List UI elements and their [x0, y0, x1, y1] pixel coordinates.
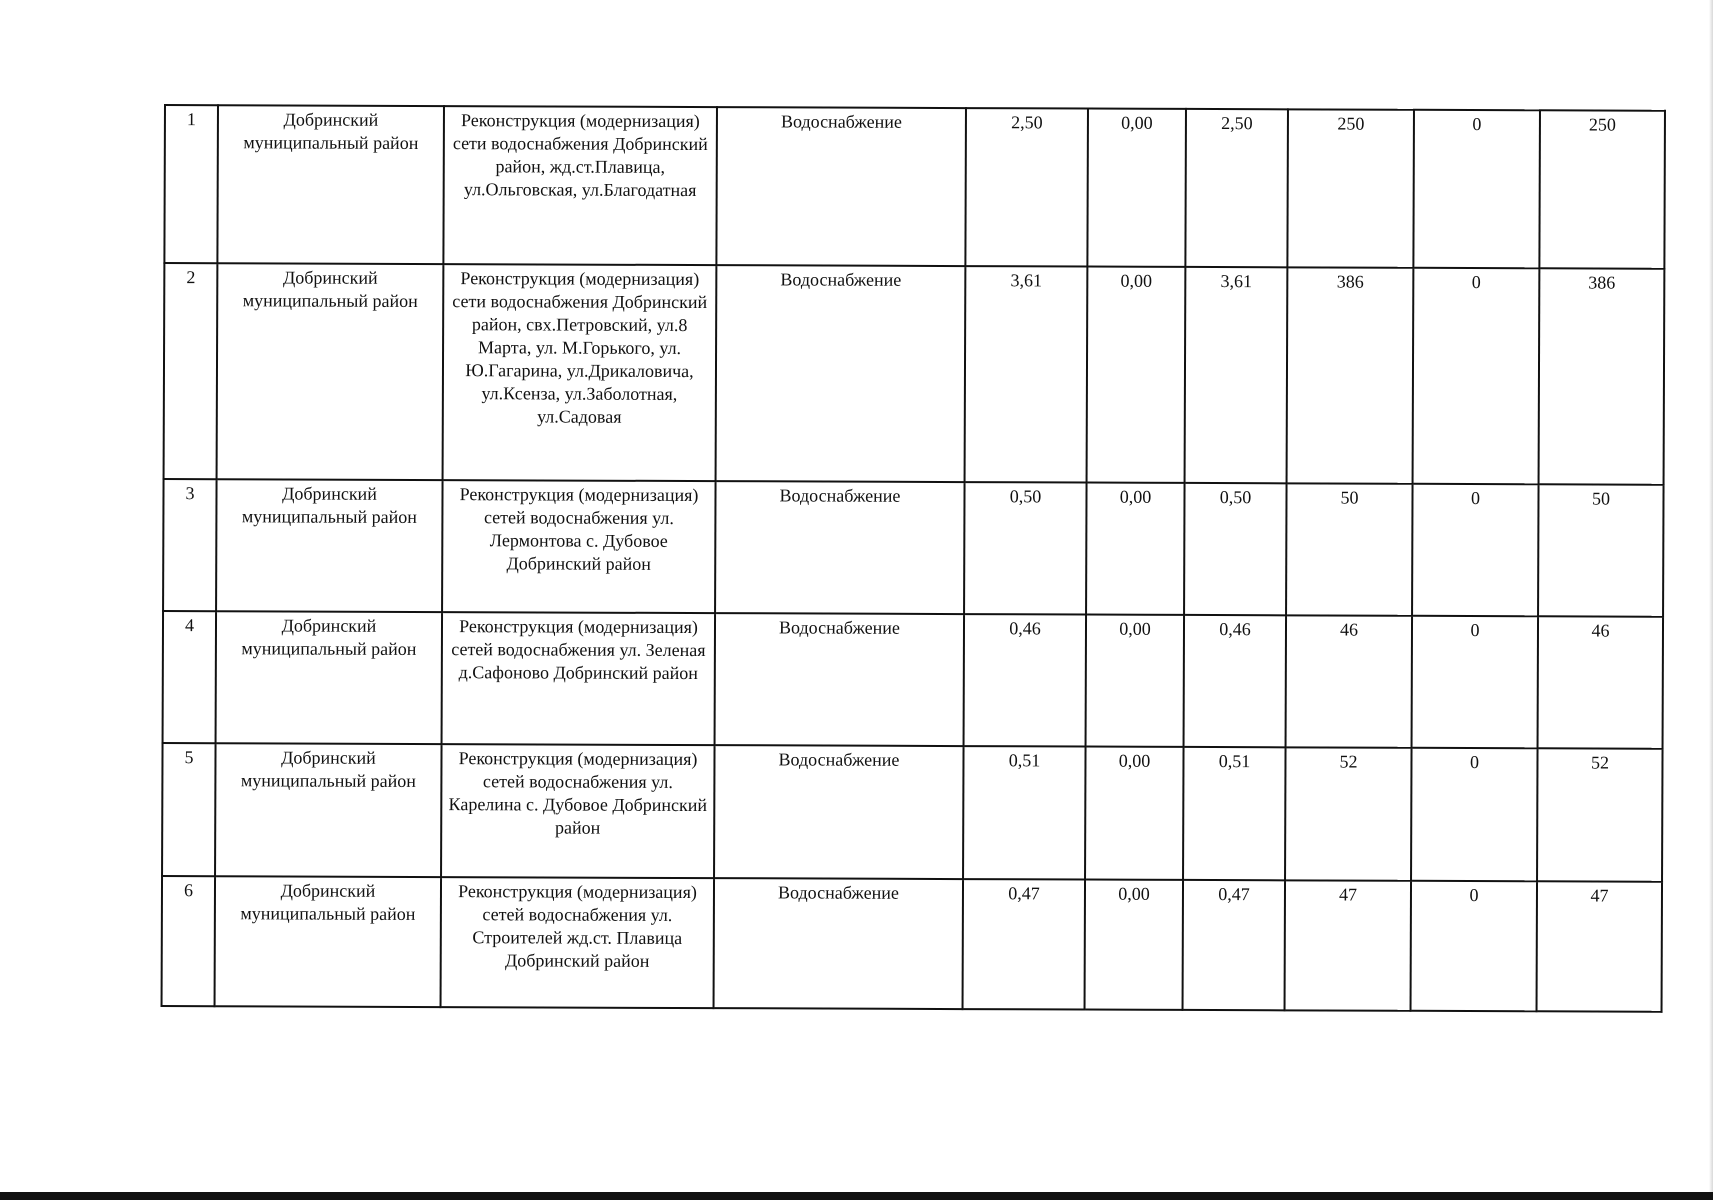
district-cell: Добринский муниципальный район: [215, 876, 441, 1007]
value-cell-6: 46: [1538, 616, 1664, 748]
table-row: [162, 876, 1662, 1012]
table-row: [163, 479, 1663, 617]
value-cell-5: 0: [1411, 748, 1538, 881]
type-cell: Водоснабжение: [715, 613, 965, 746]
value-cell-3: 0,47: [1183, 880, 1285, 1010]
district-cell: Добринский муниципальный район: [216, 479, 443, 612]
value-cell-4: 46: [1286, 615, 1413, 747]
row-number: 2: [164, 263, 218, 479]
row-number: 4: [163, 611, 217, 743]
type-cell: Водоснабжение: [714, 745, 964, 879]
district-cell: Добринский муниципальный район: [215, 743, 442, 877]
row-number: 6: [162, 876, 215, 1006]
value-cell-1: 0,50: [964, 482, 1087, 614]
value-cell-4: 52: [1285, 747, 1412, 880]
scan-bottom-bar: [0, 1192, 1713, 1200]
type-cell: Водоснабжение: [715, 481, 965, 614]
district-cell: Добринский муниципальный район: [217, 105, 444, 264]
value-cell-5: 0: [1413, 110, 1540, 268]
scan-right-edge: [1709, 0, 1713, 1200]
table-row: [162, 743, 1662, 882]
project-cell: Реконструкция (модернизация) сети водоснабжения Добринский район, жд.ст.Плавица, ул.Ольговская, ул.Благодатная: [443, 106, 717, 265]
value-cell-6: 50: [1538, 484, 1664, 616]
value-cell-2: 0,00: [1085, 747, 1184, 880]
value-cell-2: 0,00: [1085, 880, 1183, 1010]
type-cell: Водоснабжение: [716, 265, 966, 482]
value-cell-5: 0: [1412, 616, 1539, 748]
value-cell-6: 386: [1539, 268, 1665, 484]
value-cell-6: 47: [1537, 881, 1662, 1011]
row-number: 1: [164, 105, 218, 263]
type-cell: Водоснабжение: [714, 878, 963, 1009]
value-cell-5: 0: [1412, 484, 1539, 616]
table-row: [163, 611, 1663, 749]
value-cell-2: 0,00: [1087, 267, 1186, 483]
value-cell-1: 0,46: [964, 614, 1087, 746]
value-cell-4: 250: [1287, 109, 1414, 267]
value-cell-3: 3,61: [1185, 267, 1288, 483]
value-cell-1: 0,47: [963, 879, 1085, 1009]
value-cell-5: 0: [1413, 268, 1540, 484]
district-cell: Добринский муниципальный район: [216, 611, 443, 744]
value-cell-6: 52: [1537, 748, 1663, 881]
value-cell-3: 0,51: [1183, 747, 1286, 880]
value-cell-3: 0,46: [1184, 615, 1287, 747]
value-cell-1: 0,51: [963, 746, 1086, 879]
row-number: 5: [162, 743, 216, 876]
value-cell-4: 386: [1287, 267, 1414, 483]
projects-table: [161, 104, 1666, 1013]
value-cell-5: 0: [1411, 881, 1537, 1011]
project-cell: Реконструкция (модернизация) сетей водоснабжения ул. Строителей жд.ст. Плавица Добринский район: [441, 877, 714, 1008]
value-cell-2: 0,00: [1087, 109, 1186, 267]
type-cell: Водоснабжение: [716, 107, 966, 266]
table-row: [164, 105, 1665, 269]
value-cell-1: 2,50: [965, 108, 1088, 266]
value-cell-4: 50: [1286, 483, 1413, 615]
district-cell: Добринский муниципальный район: [217, 263, 444, 480]
value-cell-1: 3,61: [965, 266, 1088, 482]
value-cell-4: 47: [1285, 880, 1411, 1010]
project-cell: Реконструкция (модернизация) сети водоснабжения Добринский район, свх.Петровский, ул.8 Марта, ул. М.Горького, ул. Ю.Гагарина, ул.Дрикаловича, ул.Ксенза, ул.Заболотная, ул.Садовая: [443, 264, 717, 481]
value-cell-2: 0,00: [1086, 483, 1185, 615]
value-cell-3: 0,50: [1184, 483, 1287, 615]
value-cell-2: 0,00: [1086, 615, 1185, 747]
value-cell-3: 2,50: [1185, 109, 1288, 267]
project-cell: Реконструкция (модернизация) сетей водоснабжения ул. Карелина с. Дубовое Добринский район: [441, 744, 715, 878]
value-cell-6: 250: [1539, 110, 1665, 268]
project-cell: Реконструкция (модернизация) сетей водоснабжения ул. Лермонтова с. Дубовое Добринский район: [442, 480, 716, 613]
project-cell: Реконструкция (модернизация) сетей водоснабжения ул. Зеленая д.Сафоново Добринский район: [442, 612, 716, 745]
table-row: [164, 263, 1665, 485]
row-number: 3: [163, 479, 217, 611]
